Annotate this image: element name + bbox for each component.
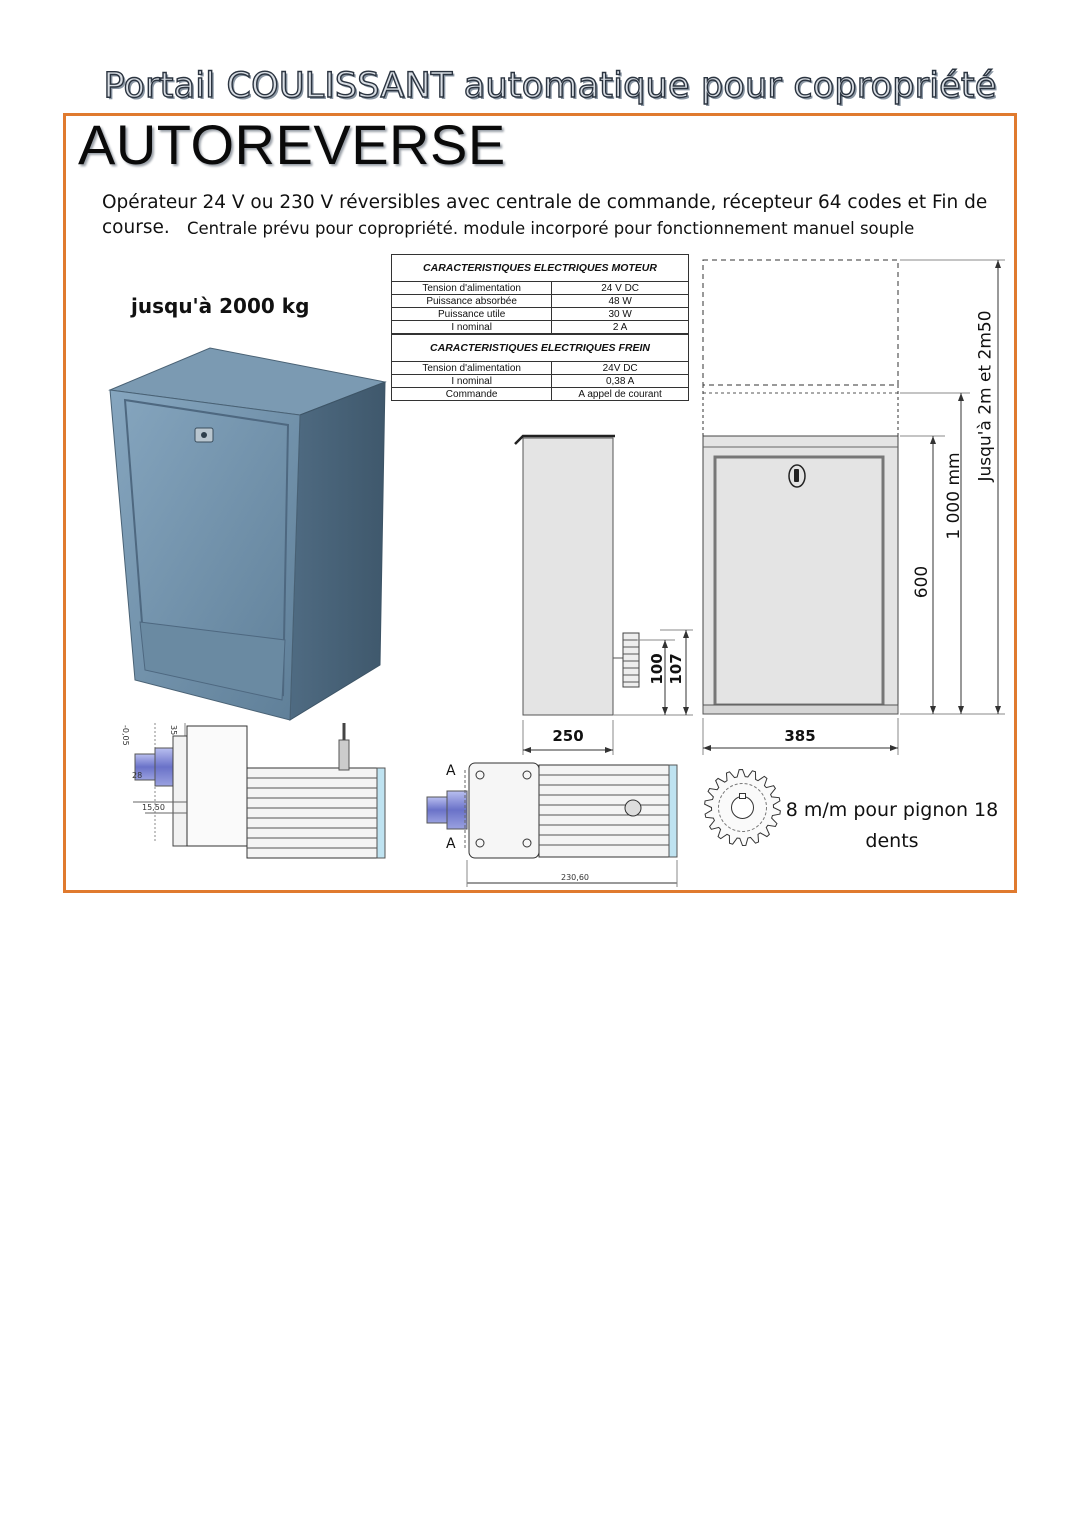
spec-label: Puissance utile	[392, 308, 552, 321]
spec-value: 0,38 A	[552, 375, 689, 388]
front-view-drawing	[695, 250, 1015, 760]
product-name: AUTOREVERSE	[78, 113, 506, 176]
section-marker-a-bottom: A	[446, 836, 456, 852]
dimension-100: 100	[648, 653, 666, 685]
dimension-600: 600	[912, 565, 932, 599]
spec-label: I nominal	[392, 375, 552, 388]
spec-value: 48 W	[552, 295, 689, 308]
spec-value: 2 A	[552, 321, 689, 335]
spec-label: Puissance absorbée	[392, 295, 552, 308]
capacity-label: jusqu'à 2000 kg	[131, 294, 310, 318]
page-title: Portail COULISSANT automatique pour copropriété	[103, 66, 997, 106]
cabinet-photo	[100, 340, 400, 730]
description-line-1: Opérateur 24 V ou 230 V réversibles avec centrale de commande, récepteur 64 codes et Fin de	[102, 192, 988, 213]
dimension-column-height: Jusqu'à 2m et 2m50	[975, 310, 996, 482]
spec-label: I nominal	[392, 321, 552, 335]
spec-label: Commande	[392, 388, 552, 401]
motor-top-drawing	[425, 755, 690, 890]
motor-dim-35: 35	[169, 725, 178, 736]
spec-value: 30 W	[552, 308, 689, 321]
electrical-spec-table	[391, 254, 689, 401]
spec-value: A appel de courant	[552, 388, 689, 401]
description-line-2-rest: Centrale prévu pour copropriété. module incorporé pour fonctionnement manuel souple	[187, 219, 915, 238]
dimension-250: 250	[552, 727, 584, 745]
dimension-385: 385	[784, 727, 816, 745]
section-marker-a-top: A	[446, 763, 456, 779]
description-line-2-start: course.	[102, 217, 170, 238]
motor-side-drawing	[115, 718, 395, 868]
motor-spec-header: CARACTERISTIQUES ELECTRIQUES MOTEUR	[392, 255, 689, 282]
pinion-caption: 8 m/m pour pignon 18 dents	[785, 799, 999, 852]
dimension-1000: 1 000 mm	[944, 452, 964, 540]
motor-dim-tolerance: -0,05	[121, 725, 130, 746]
side-view-drawing	[505, 430, 695, 755]
spec-value: 24V DC	[552, 362, 689, 375]
spec-label: Tension d'alimentation	[392, 282, 552, 295]
spec-label: Tension d'alimentation	[392, 362, 552, 375]
pinion-gear-drawing	[700, 765, 785, 850]
spec-value: 24 V DC	[552, 282, 689, 295]
brake-spec-header: CARACTERISTIQUES ELECTRIQUES FREIN	[392, 334, 689, 362]
motor-dim-28: 28	[132, 771, 143, 780]
motor-dim-length: 230,60	[561, 873, 589, 882]
dimension-107: 107	[667, 653, 685, 685]
motor-dim-15-50: 15,50	[142, 803, 165, 812]
